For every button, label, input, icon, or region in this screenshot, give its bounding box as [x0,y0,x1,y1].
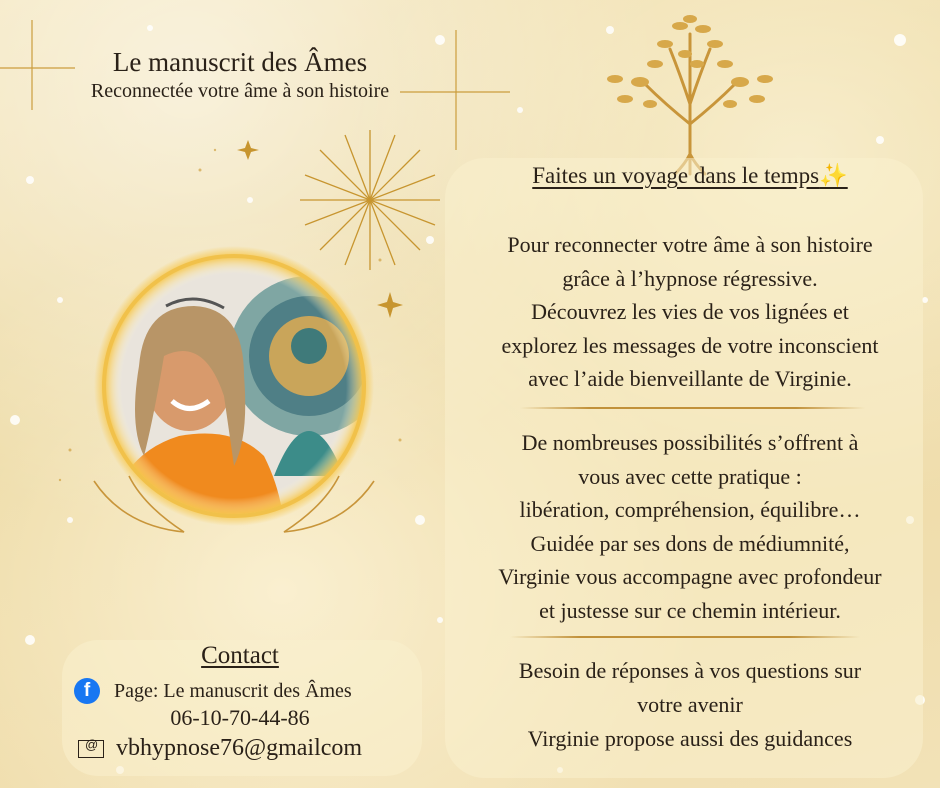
text-line: De nombreuses possibilités s’offrent à [521,430,859,455]
text-line: et justesse sur ce chemin intérieur. [539,597,841,623]
text-line: Virginie vous accompagne avec profondeur [498,564,882,589]
benefits-paragraph [455,426,925,627]
contact-title: Contact [201,642,279,669]
text-line: Virginie propose aussi des guidances [527,726,853,751]
text-line: libération, compréhension, équilibre… [519,497,861,522]
text-line: Découvrez les vies de vos lignées et [531,299,849,324]
text-line: vous avec cette pratique : [578,463,802,489]
text-line: grâce à l’hypnose régressive. [562,265,818,291]
gold-divider [520,407,865,409]
heading-text: Faites un voyage dans le temps [532,163,820,188]
mail-icon [78,740,104,758]
text-line: Guidée par ses dons de médiumnité, [530,530,850,556]
facebook-icon: f [74,678,100,704]
page-subtitle: Reconnectée votre âme à son histoire [90,80,390,102]
tree-of-life-icon [585,4,795,179]
text-line: avec l’aide bienveillante de Virginie. [528,366,852,391]
text-line: explorez les messages de votre inconscient [501,332,879,358]
email-address: vbhypnose76@gmailcom [116,735,363,761]
title-block [40,46,440,104]
facebook-link[interactable] [74,678,352,704]
phone-number[interactable]: 06-10-70-44-86 [170,705,310,730]
facebook-label: Page: Le manuscrit des Âmes [114,679,352,702]
text-line: Besoin de réponses à vos questions sur [518,658,862,683]
text-line: Pour reconnecter votre âme à son histoire [507,232,873,257]
email-link[interactable] [78,735,362,762]
portrait-photo [84,236,384,536]
guidance-paragraph [455,654,925,756]
section-heading [460,162,920,189]
intro-paragraph [455,228,925,396]
gold-divider [510,636,860,638]
page-title: Le manuscrit des Âmes [112,47,368,77]
text-line: votre avenir [637,692,743,717]
sparkles-icon: ✨ [819,163,848,188]
